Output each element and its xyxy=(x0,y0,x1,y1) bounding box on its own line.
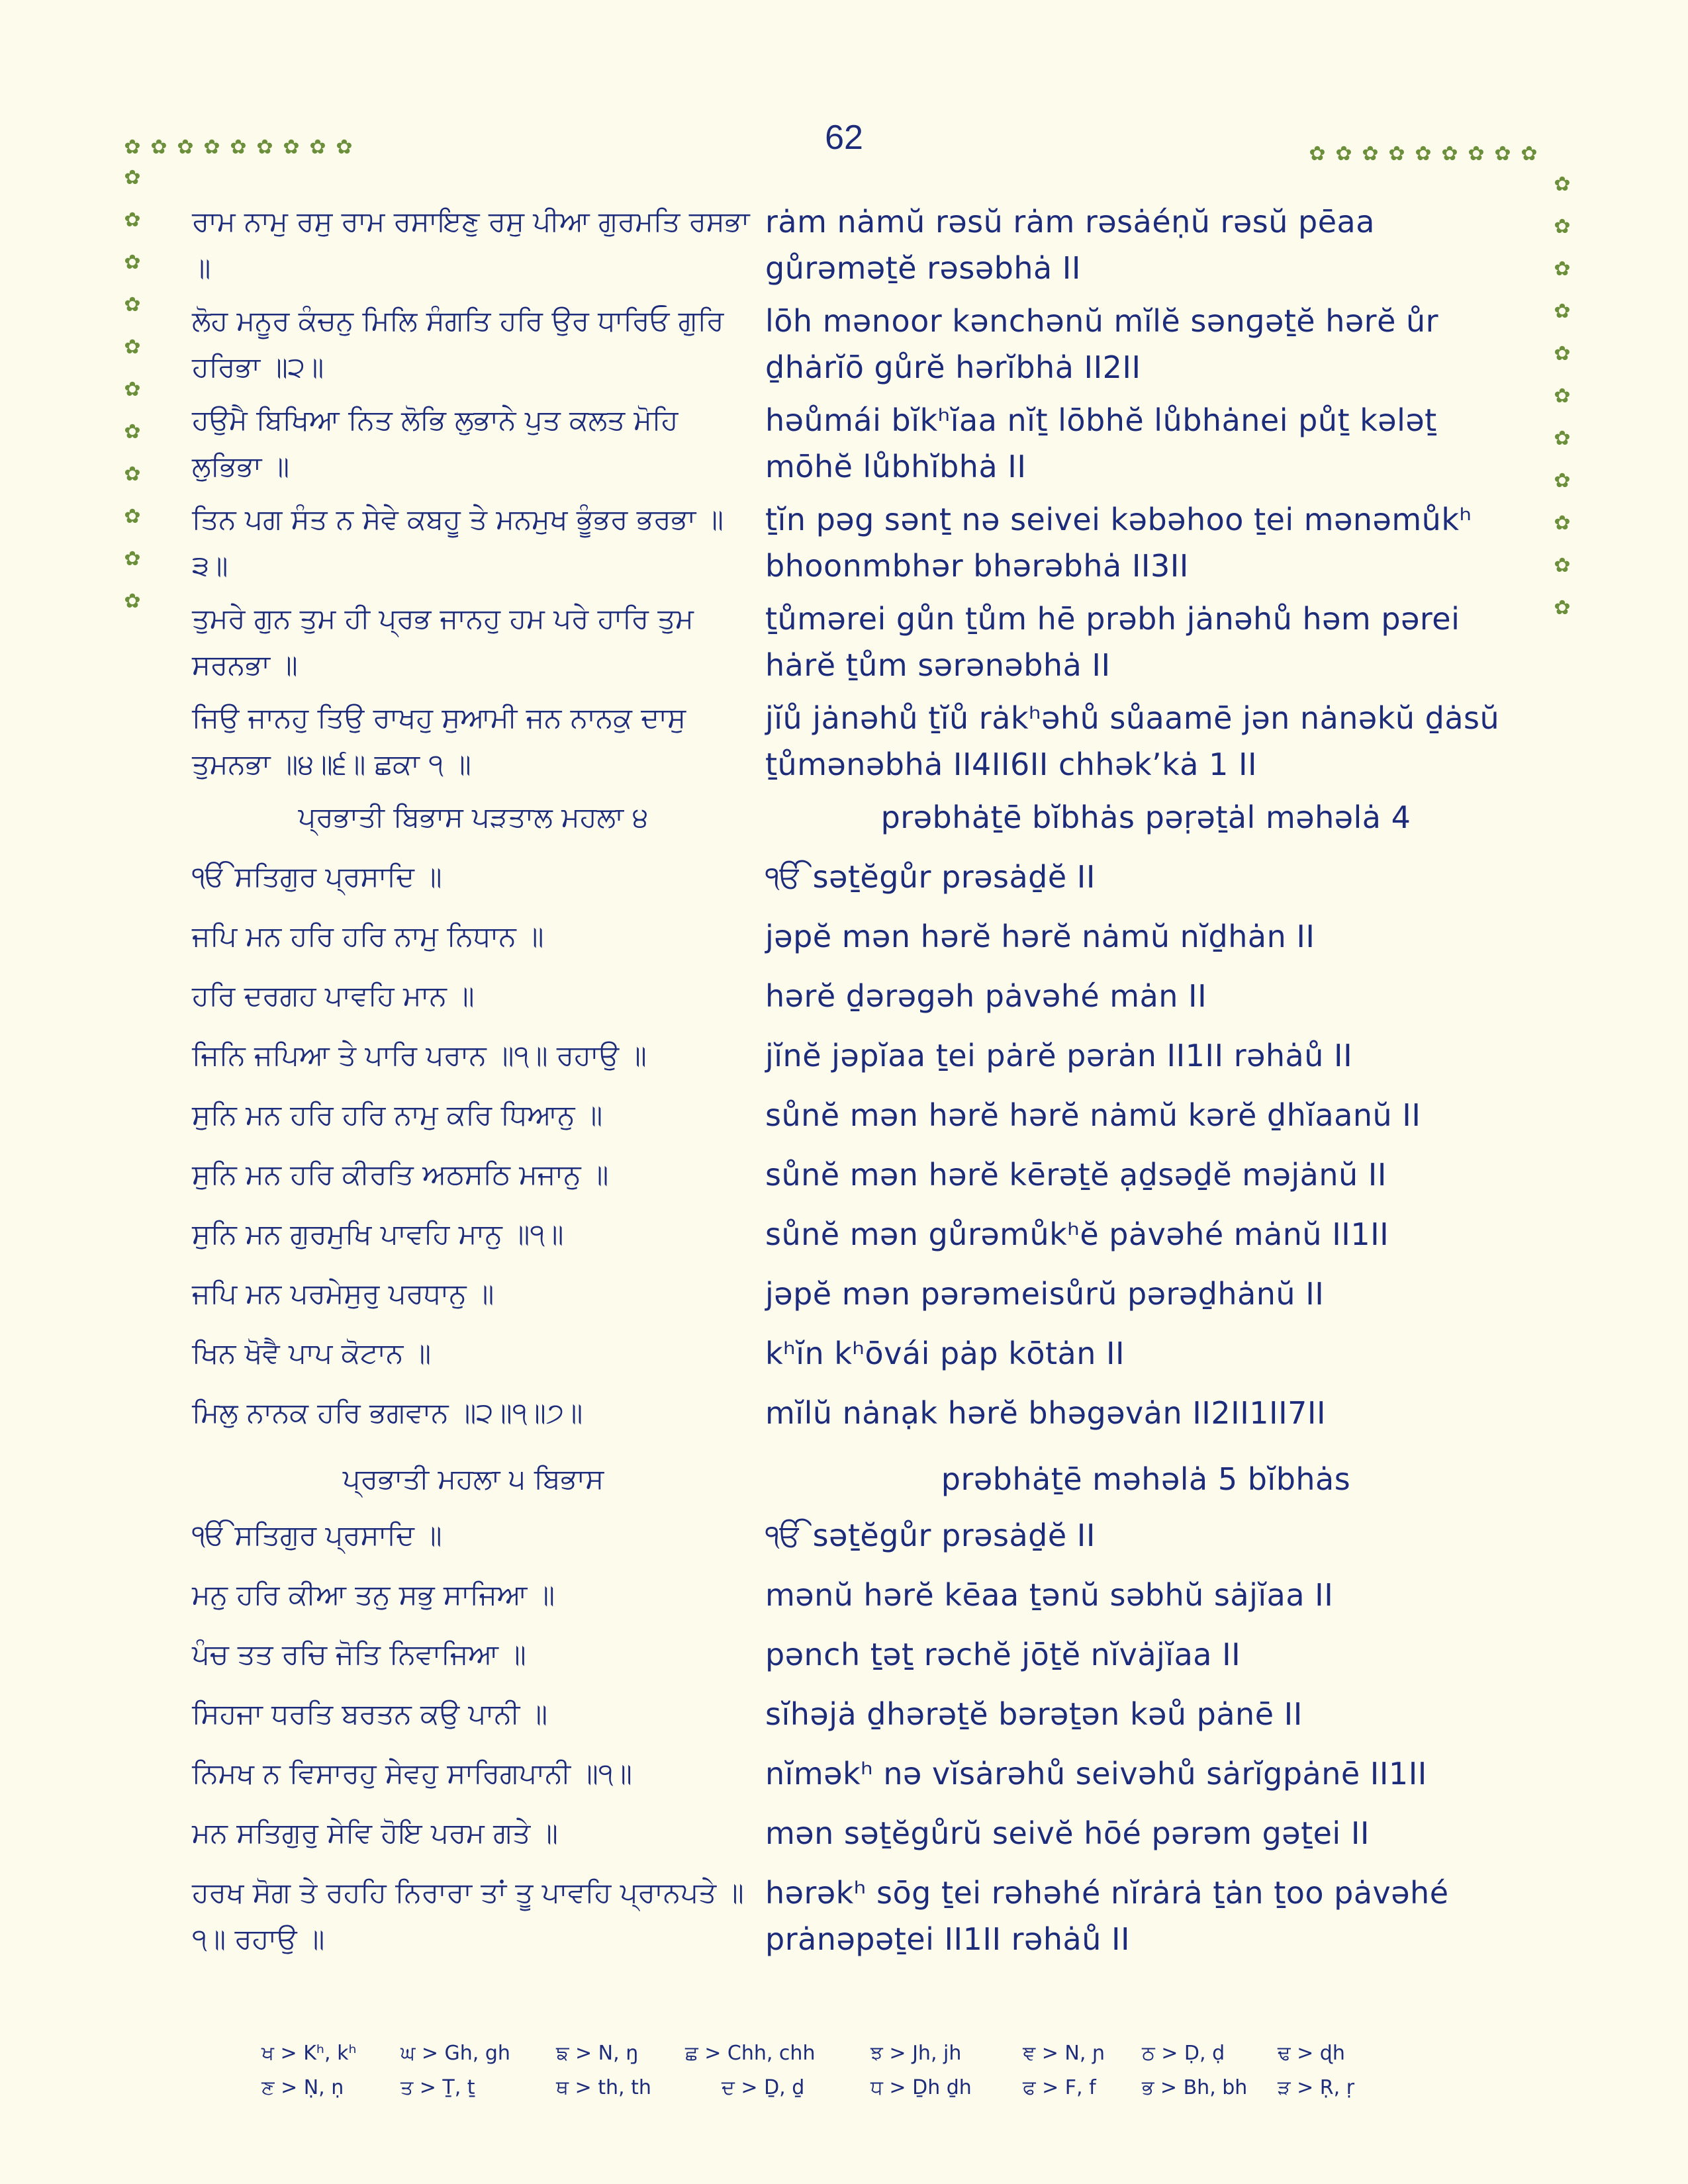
gurmukhi-text: ਮਿਲੁ ਨਾਨਕ ਹਰਿ ਭਗਵਾਨ ॥੨॥੧॥੭॥ xyxy=(192,1396,583,1429)
flower-ornament-icon: ✿ xyxy=(203,136,220,159)
legend-row xyxy=(261,2037,1453,2071)
legend-entry: ਧ > Ḏh ḏh xyxy=(870,2076,972,2099)
flower-ornament-icon: ✿ xyxy=(1554,427,1571,450)
verse-row xyxy=(192,496,1516,596)
verse-row xyxy=(192,1631,1516,1688)
gurmukhi-text: ਜਿਉ ਜਾਨਹੁ ਤਿਉ ਰਾਖਹੁ ਸੁਆਮੀ ਜਨ ਨਾਨਕੁ ਦਾਸੁ ਤੁਮਨਭਾ ॥੪॥੬॥ ਛਕਾ ੧ ॥ xyxy=(192,702,686,780)
legend-entry: ਝ > Jh, jh xyxy=(870,2042,962,2065)
transliteration-legend xyxy=(261,2037,1453,2106)
legend-entry: ਘ > Gh, gh xyxy=(400,2042,510,2065)
legend-entry: ੜ > Ṛ, ṛ xyxy=(1278,2076,1355,2099)
transliteration-text: rȧm nȧmŭ rəsŭ rȧm rəsȧéṇŭ rəsŭ pēaa gůrəməṯĕ rəsəbhȧ II xyxy=(765,204,1375,286)
verse-row xyxy=(192,199,1516,298)
legend-entry: ਣ > Ṇ, ṇ xyxy=(261,2076,344,2099)
transliteration-text: ੴ səṯĕgůr prəsȧḏĕ II xyxy=(765,859,1096,895)
section-heading-gurmukhi: ਪ੍ਰਭਾਤੀ ਮਹਲਾ ੫ ਬਿਭਾਸ xyxy=(342,1463,604,1495)
gurmukhi-text: ੴ ਸਤਿਗੁਰ ਪ੍ਰਸਾਦਿ ॥ xyxy=(192,860,442,893)
flower-ornament-icon: ✿ xyxy=(150,136,167,159)
gurmukhi-text: ਲੋਹ ਮਨੂਰ ਕੰਚਨੁ ਮਿਲਿ ਸੰਗਤਿ ਹਰਿ ਉਰ ਧਾਰਿਓ ਗੁਰਿ ਹਰਿਭਾ ॥੨॥ xyxy=(192,304,724,383)
flower-ornament-icon: ✿ xyxy=(336,136,353,159)
transliteration-text: sůnĕ mən hərĕ hərĕ nȧmŭ kərĕ ḏhĭaanŭ II xyxy=(765,1097,1421,1133)
verse-row xyxy=(192,1152,1516,1208)
flower-ornament-icon: ✿ xyxy=(124,420,141,443)
verse-row xyxy=(192,1512,1516,1569)
verse-row xyxy=(192,1572,1516,1628)
verse-row xyxy=(192,298,1516,397)
transliteration-text: pənch ṯəṯ rəchĕ jōṯĕ nĭvȧjĭaa II xyxy=(765,1637,1241,1672)
flower-ornament-icon: ✿ xyxy=(1415,142,1432,165)
flower-ornament-icon: ✿ xyxy=(283,136,300,159)
verse-row xyxy=(192,1092,1516,1148)
flower-ornament-icon: ✿ xyxy=(124,251,141,274)
gurmukhi-text: ਮਨ ਸਤਿਗੁਰੁ ਸੇਵਿ ਹੋਇ ਪਰਮ ਗਤੇ ॥ xyxy=(192,1817,558,1849)
transliteration-text: nĭməkʰ nə vĭsȧrəhů seivəhů sȧrĭgpȧnē II1II xyxy=(765,1756,1427,1792)
flower-ornament-icon: ✿ xyxy=(1554,173,1571,196)
transliteration-text: mən səṯĕgůrŭ seivĕ hōé pərəm gəṯei II xyxy=(765,1815,1370,1851)
flower-ornament-icon: ✿ xyxy=(1362,142,1379,165)
transliteration-text: kʰĭn kʰōvái pȧp kōtȧn II xyxy=(765,1336,1125,1371)
transliteration-text: ੴ səṯĕgůr prəsȧḏĕ II xyxy=(765,1518,1096,1553)
flower-ornament-icon: ✿ xyxy=(124,336,141,359)
flower-ornament-icon: ✿ xyxy=(124,547,141,570)
gurmukhi-text: ਖਿਨ ਖੋਵੈ ਪਾਪ ਕੋਟਾਨ ॥ xyxy=(192,1337,432,1369)
verse-row xyxy=(192,1810,1516,1866)
gurmukhi-text: ਨਿਮਖ ਨ ਵਿਸਾਰਹੁ ਸੇਵਹੁ ਸਾਰਿਗਪਾਨੀ ॥੧॥ xyxy=(192,1757,632,1790)
transliteration-text: həůmái bĭkʰĭaa nĭṯ lōbhĕ lůbhȧnei půṯ kələṯ mōhĕ lůbhĭbhȧ II xyxy=(765,402,1437,484)
transliteration-text: mənŭ hərĕ kēaa ṯənŭ səbhŭ sȧjĭaa II xyxy=(765,1577,1334,1613)
legend-entry: ਦ > Ḏ, ḏ xyxy=(722,2076,805,2099)
flower-ornament-icon: ✿ xyxy=(1494,142,1511,165)
gurmukhi-text: ੴ ਸਤਿਗੁਰ ਪ੍ਰਸਾਦਿ ॥ xyxy=(192,1519,442,1551)
gurmukhi-text: ਹਰਖ ਸੋਗ ਤੇ ਰਹਹਿ ਨਿਰਾਰਾ ਤਾਂ ਤੂ ਪਾਵਹਿ ਪ੍ਰਾਨਪਤੇ ॥੧॥ ਰਹਾਉ ॥ xyxy=(192,1876,744,1955)
legend-entry: ਥ > th, th xyxy=(556,2076,651,2099)
verse-row xyxy=(192,1271,1516,1327)
gurmukhi-text: ਸੁਨਿ ਮਨ ਹਰਿ ਹਰਿ ਨਾਮੁ ਕਰਿ ਧਿਆਨੁ ॥ xyxy=(192,1099,603,1131)
section-heading-row xyxy=(192,794,1516,847)
gurmukhi-text: ਹਰਿ ਦਰਗਹ ਪਾਵਹਿ ਮਾਨ ॥ xyxy=(192,979,475,1012)
transliteration-text: jĭů jȧnəhů ṯĭů rȧkʰəhů sůaamē jən nȧnəkŭ ḏȧsŭ ṯůmənəbhȧ II4II6II chhək’kȧ 1 II xyxy=(765,700,1500,782)
gurmukhi-text: ਰਾਮ ਨਾਮੁ ਰਸੁ ਰਾਮ ਰਸਾਇਣੁ ਰਸੁ ਪੀਆ ਗੁਰਮਤਿ ਰਸਭਾ ॥ xyxy=(192,205,750,284)
transliteration-text: jĭnĕ jəpĭaa ṯei pȧrĕ pərȧn II1II rəhȧů II xyxy=(765,1038,1353,1073)
flower-ornament-icon: ✿ xyxy=(1554,300,1571,323)
gurmukhi-text: ਪੰਚ ਤਤ ਰਚਿ ਜੋਤਿ ਨਿਵਾਜਿਆ ॥ xyxy=(192,1638,526,1670)
legend-entry: ਤ > Ṯ, ṯ xyxy=(400,2076,475,2099)
flower-ornament-icon: ✿ xyxy=(1468,142,1485,165)
legend-entry: ਢ > ɖh xyxy=(1278,2042,1345,2065)
flower-ornament-icon: ✿ xyxy=(1441,142,1458,165)
gurmukhi-text: ਸੁਨਿ ਮਨ ਗੁਰਮੁਖਿ ਪਾਵਹਿ ਮਾਨੁ ॥੧॥ xyxy=(192,1218,564,1250)
verse-row xyxy=(192,1211,1516,1267)
legend-entry: ਙ > N, ŋ xyxy=(556,2042,639,2065)
flower-ornament-icon: ✿ xyxy=(309,136,326,159)
transliteration-text: ṯůmərei gůn ṯům hē prəbh jȧnəhů həm pərei hȧrĕ ṯům sərənəbhȧ II xyxy=(765,601,1460,683)
flower-ornament-icon: ✿ xyxy=(124,166,141,189)
legend-entry: ਭ > Bh, bh xyxy=(1142,2076,1248,2099)
transliteration-text: mĭlŭ nȧnạk hərĕ bhəgəvȧn II2II1II7II xyxy=(765,1395,1327,1431)
transliteration-text: hərĕ ḏərəgəh pȧvəhé mȧn II xyxy=(765,978,1207,1014)
flower-ornament-icon: ✿ xyxy=(1554,554,1571,577)
verse-row xyxy=(192,854,1516,910)
flower-ornament-icon: ✿ xyxy=(1309,142,1326,165)
flower-ornament-icon: ✿ xyxy=(1554,257,1571,281)
gurmukhi-text: ਜਿਨਿ ਜਪਿਆ ਤੇ ਪਾਰਿ ਪਰਾਨ ॥੧॥ ਰਹਾਉ ॥ xyxy=(192,1039,647,1071)
flower-ornament-icon: ✿ xyxy=(124,293,141,316)
flower-ornament-icon: ✿ xyxy=(124,378,141,401)
flower-ornament-icon: ✿ xyxy=(1554,385,1571,408)
flower-ornament-icon: ✿ xyxy=(1554,215,1571,238)
gurmukhi-text: ਜਪਿ ਮਨ ਹਰਿ ਹਰਿ ਨਾਮੁ ਨਿਧਾਨ ॥ xyxy=(192,920,544,952)
legend-entry: ਖ > Kʰ, kʰ xyxy=(261,2042,357,2065)
flower-ornament-icon: ✿ xyxy=(1554,342,1571,365)
legend-entry: ਛ > Chh, chh xyxy=(685,2042,816,2065)
section-heading-transliteration: prəbhȧṯē bĭbhȧs pəṛəṯȧl məhəlȧ 4 xyxy=(880,799,1411,835)
transliteration-text: jəpĕ mən hərĕ hərĕ nȧmŭ nĭḏhȧn II xyxy=(765,919,1315,954)
transliteration-text: sůnĕ mən gůrəmůkʰĕ pȧvəhé mȧnŭ II1II xyxy=(765,1216,1389,1252)
gurmukhi-text: ਤਿਨ ਪਗ ਸੰਤ ਨ ਸੇਵੇ ਕਬਹੂ ਤੇ ਮਨਮੁਖ ਭੂੰਭਰ ਭਰਭਾ ॥੩॥ xyxy=(192,503,724,582)
verse-row xyxy=(192,1691,1516,1747)
gurmukhi-text: ਤੁਮਰੇ ਗੁਨ ਤੁਮ ਹੀ ਪ੍ਰਭ ਜਾਨਹੁ ਹਮ ਪਰੇ ਹਾਰਿ ਤੁਮ ਸਰਨਭਾ ॥ xyxy=(192,602,694,681)
flower-ornament-icon: ✿ xyxy=(124,505,141,528)
flower-ornament-icon: ✿ xyxy=(124,463,141,486)
section-heading-gurmukhi: ਪ੍ਰਭਾਤੀ ਬਿਭਾਸ ਪੜਤਾਲ ਮਹਲਾ ੪ xyxy=(298,801,649,833)
gurmukhi-text: ਸਿਹਜਾ ਧਰਤਿ ਬਰਤਨ ਕਉ ਪਾਨੀ ॥ xyxy=(192,1698,548,1730)
gurmukhi-text: ਹਉਮੈ ਬਿਖਿਆ ਨਿਤ ਲੋਭਿ ਲੁਭਾਨੇ ਪੁਤ ਕਲਤ ਮੋਹਿ ਲੁਭਿਭਾ ॥ xyxy=(192,404,679,482)
section-heading-transliteration: prəbhȧṯē məhəlȧ 5 bĭbhȧs xyxy=(941,1461,1351,1497)
flower-ornament-icon: ✿ xyxy=(230,136,247,159)
transliteration-text: hərəkʰ sōg ṯei rəhəhé nĭrȧrȧ ṯȧn ṯoo pȧvəhé prȧnəpəṯei II1II rəhȧů II xyxy=(765,1875,1449,1957)
legend-entry: ਫ > F, f xyxy=(1023,2076,1096,2099)
flower-ornament-icon: ✿ xyxy=(124,136,141,159)
verse-row xyxy=(192,397,1516,496)
verse-row xyxy=(192,913,1516,970)
legend-entry: ਞ > N, ɲ xyxy=(1023,2042,1105,2065)
verse-row xyxy=(192,695,1516,794)
gurmukhi-text: ਮਨੁ ਹਰਿ ਕੀਆ ਤਨੁ ਸਭੁ ਸਾਜਿਆ ॥ xyxy=(192,1578,555,1611)
flower-ornament-icon: ✿ xyxy=(256,136,273,159)
flower-ornament-icon: ✿ xyxy=(1335,142,1352,165)
verse-row xyxy=(192,1330,1516,1387)
transliteration-text: lōh mənoor kənchənŭ mĭlĕ sənɡəṯĕ hərĕ ůr ḏhȧrĭō gůrĕ hərĭbhȧ II2II xyxy=(765,303,1439,385)
flower-ornament-icon: ✿ xyxy=(1554,512,1571,535)
flower-ornament-icon: ✿ xyxy=(124,590,141,613)
transliteration-text: jəpĕ mən pərəmeisůrŭ pərəḏhȧnŭ II xyxy=(765,1276,1325,1312)
flower-ornament-icon: ✿ xyxy=(177,136,194,159)
section-heading-row xyxy=(192,1456,1516,1509)
verse-row xyxy=(192,596,1516,695)
flower-ornament-icon: ✿ xyxy=(1554,596,1571,619)
verse-row xyxy=(192,973,1516,1029)
page-number: 62 xyxy=(825,118,863,157)
transliteration-text: ṯĭn pəg sənṯ nə seivei kəbəhoo ṯei mənəmůkʰ bhoonmbhər bhərəbhȧ II3II xyxy=(765,502,1472,584)
transliteration-text: sůnĕ mən hərĕ kērəṯĕ ạḏsəḏĕ məjȧnŭ II xyxy=(765,1157,1387,1193)
flower-ornament-icon: ✿ xyxy=(1554,469,1571,492)
gurmukhi-text: ਜਪਿ ਮਨ ਪਰਮੇਸੁਰੁ ਪਰਧਾਨੁ ॥ xyxy=(192,1277,494,1310)
transliteration-text: sĭhəjȧ ḏhərəṯĕ bərəṯən kəů pȧnē II xyxy=(765,1696,1303,1732)
verse-row xyxy=(192,1751,1516,1807)
legend-row xyxy=(261,2071,1453,2106)
flower-ornament-icon: ✿ xyxy=(124,208,141,232)
flower-ornament-icon: ✿ xyxy=(1521,142,1538,165)
verse-row xyxy=(192,1390,1516,1446)
gurmukhi-text: ਸੁਨਿ ਮਨ ਹਰਿ ਕੀਰਤਿ ਅਠਸਠਿ ਮਜਾਨੁ ॥ xyxy=(192,1158,609,1191)
verse-row xyxy=(192,1870,1516,1969)
legend-entry: ਠ > Ḍ, ḍ xyxy=(1142,2042,1225,2065)
verse-row xyxy=(192,1032,1516,1089)
flower-ornament-icon: ✿ xyxy=(1388,142,1405,165)
